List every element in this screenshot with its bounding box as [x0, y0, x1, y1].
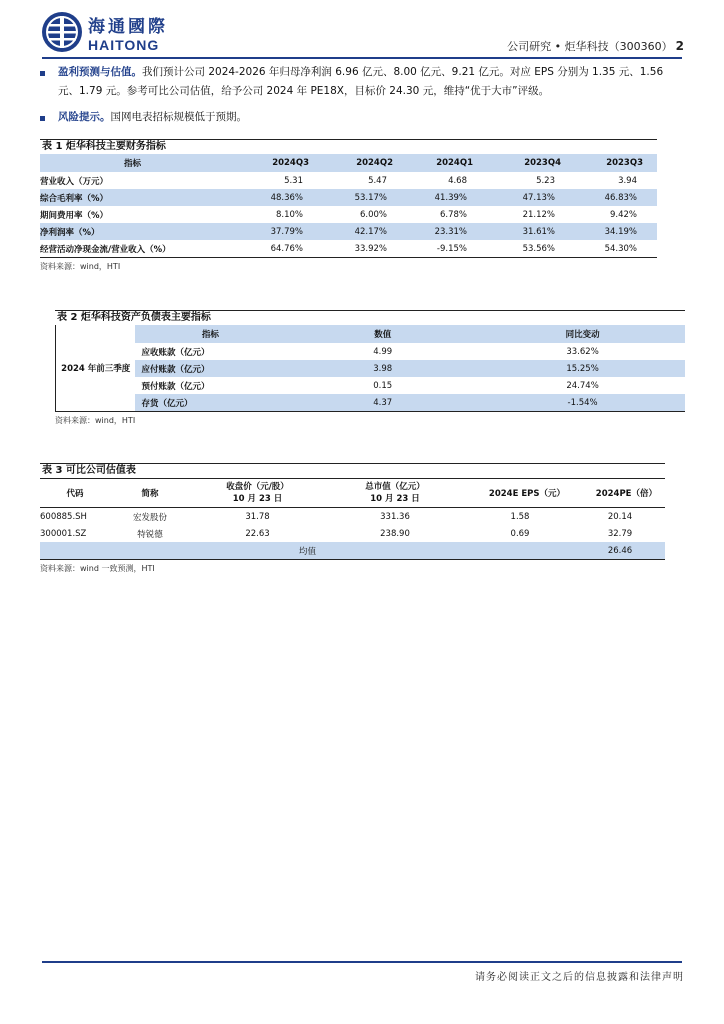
bullet-risk: [40, 108, 685, 127]
header-divider: [42, 57, 682, 59]
table-source: 资料来源：wind，HTI: [55, 416, 136, 425]
row-label: 预付账款（亿元）: [141, 381, 210, 392]
average-row: [40, 542, 665, 560]
bullet-title: 盈利预测与估值。: [58, 66, 142, 78]
report-category: 公司研究 • 炬华科技（300360）: [507, 40, 673, 53]
cell-code: 600885.SH: [40, 511, 87, 522]
average-label: 均值: [40, 542, 575, 560]
cell: 0.15: [373, 380, 393, 391]
cell: 64.76%: [270, 243, 303, 254]
table-row: [56, 394, 686, 412]
brand-name-en: HAITONG: [88, 37, 160, 53]
header-cell-mktcap: [325, 479, 465, 508]
cell: -1.54%: [480, 394, 685, 412]
table-title: 表 2 炬华科技资产负债表主要指标: [55, 310, 685, 325]
cell: 5.31: [284, 175, 303, 186]
table-row: [40, 525, 665, 542]
cell: 4.99: [373, 346, 393, 357]
cell: 53.17%: [325, 189, 405, 206]
cell: 4.37: [285, 394, 480, 412]
footer-disclaimer: 请务必阅读正文之后的信息披露和法律声明: [475, 972, 684, 983]
row-label: 应付账款（亿元）: [135, 360, 285, 377]
table-comparable-valuation: [40, 463, 665, 574]
cell: 41.39%: [405, 189, 493, 206]
summary-bullets: [40, 63, 685, 134]
cell: 31.78: [245, 511, 270, 522]
table-title: 表 3 可比公司估值表: [40, 463, 665, 478]
header-cell: 简称: [141, 489, 159, 499]
cell: 31.61%: [493, 223, 581, 240]
cell: -9.15%: [436, 243, 467, 254]
period-cell: 2024 年前三季度: [56, 325, 136, 412]
header-cell: 数值: [285, 325, 480, 343]
table-header-row: [40, 479, 665, 508]
header-cell: 2023Q3: [581, 154, 657, 172]
table-row: [40, 189, 657, 206]
header-cell: 指标: [40, 154, 225, 172]
table-row: [56, 360, 686, 377]
header-date: 10 月 23 日: [232, 494, 283, 504]
cell: 9.42%: [609, 209, 637, 220]
table-row: [40, 172, 657, 189]
header-date: 10 月 23 日: [370, 494, 420, 504]
cell: 5.23: [536, 175, 555, 186]
header-cell: 2024E EPS（元）: [488, 489, 565, 499]
table-source: 资料来源：wind 一致预测，HTI: [40, 564, 155, 573]
financial-table: [40, 154, 657, 258]
header-cell: 2024Q2: [325, 154, 405, 172]
cell: 5.47: [368, 175, 387, 186]
cell: 0.69: [510, 528, 530, 539]
row-label: 期间费用率（%）: [40, 210, 109, 221]
header-cell: 2024Q1: [405, 154, 493, 172]
cell: 23.31%: [405, 223, 493, 240]
cell: 3.98: [285, 360, 480, 377]
cell: 32.79: [607, 528, 633, 539]
bullet-text: 我们预计公司 2024-2026 年归母净利润 6.96 亿元、8.00 亿元、9.21 亿元。对应 EPS 分别为 1.35 元、1.56 元、1.79 元。参考可比公司估值，给予公司 2024 年 PE18X，目标价 24.30 元，维持“优于大市”评级。: [58, 66, 664, 97]
cell: 53.56%: [522, 243, 555, 254]
cell-name: 特锐德: [137, 529, 163, 540]
cell: 6.78%: [439, 209, 467, 220]
cell: 22.63: [245, 528, 270, 539]
header-cell: 2024Q3: [225, 154, 325, 172]
header-cell: 2024PE（倍）: [595, 489, 657, 499]
table-row: [40, 206, 657, 223]
table-source: 资料来源：wind，HTI: [40, 262, 121, 271]
table-row: [56, 377, 686, 394]
brand-name: [88, 12, 168, 53]
table-header-row: [40, 154, 657, 172]
table-row: [40, 508, 665, 526]
page-header: [507, 38, 684, 54]
average-value: 26.46: [575, 542, 665, 560]
haitong-logo-icon: [40, 10, 84, 58]
cell: 1.58: [510, 511, 530, 522]
header-cell: 代码: [66, 489, 84, 499]
cell: 48.36%: [225, 189, 325, 206]
brand-name-cn: 海通國際: [88, 17, 168, 37]
cell: 21.12%: [522, 209, 555, 220]
row-label: 存货（亿元）: [135, 394, 285, 412]
cell: 46.83%: [581, 189, 657, 206]
cell: 4.68: [448, 175, 467, 186]
bullet-square-icon: [40, 71, 45, 76]
cell: 42.17%: [325, 223, 405, 240]
row-label: 综合毛利率（%）: [40, 189, 225, 206]
row-label: 净利润率（%）: [40, 223, 225, 240]
cell: 34.19%: [581, 223, 657, 240]
cell: 8.10%: [275, 209, 303, 220]
cell: 33.92%: [354, 243, 387, 254]
table-balance-sheet: [55, 310, 685, 426]
bullet-square-icon: [40, 116, 45, 121]
cell: 6.00%: [359, 209, 387, 220]
header-cell: 2023Q4: [493, 154, 581, 172]
header-cell: 指标: [135, 325, 285, 343]
header-line: 收盘价（元/股）: [226, 482, 289, 492]
table-header-row: [56, 325, 686, 343]
cell-code: 300001.SZ: [40, 528, 87, 539]
cell: 20.14: [607, 511, 633, 522]
cell: 47.13%: [493, 189, 581, 206]
cell: 238.90: [380, 528, 410, 539]
cell-name: 宏发股份: [132, 512, 167, 523]
footer-divider: [42, 961, 682, 963]
cell: 15.25%: [480, 360, 685, 377]
header-cell: 同比变动: [480, 325, 685, 343]
row-label: 营业收入（万元）: [40, 176, 109, 187]
bullet-title: 风险提示。: [58, 111, 111, 123]
cell: 33.62%: [566, 346, 599, 357]
table-row: [56, 343, 686, 360]
header-cell-price: [190, 479, 325, 508]
page-number: 2: [675, 39, 684, 53]
table-row: [40, 223, 657, 240]
row-label: 经营活动净现金流/营业收入（%）: [40, 244, 171, 255]
cell: 3.94: [618, 175, 637, 186]
row-label: 应收账款（亿元）: [141, 347, 210, 358]
cell: 37.79%: [225, 223, 325, 240]
cell: 54.30%: [604, 243, 637, 254]
table-financial-indicators: [40, 139, 657, 272]
valuation-table: [40, 478, 665, 560]
bullet-forecast: [40, 63, 685, 101]
table-title: 表 1 炬华科技主要财务指标: [40, 139, 657, 154]
cell: 331.36: [380, 511, 410, 522]
header-line: 总市值（亿元）: [365, 482, 425, 492]
table-row: [40, 240, 657, 258]
bullet-text: 国网电表招标规模低于预期。: [110, 111, 247, 123]
cell: 24.74%: [566, 380, 599, 391]
balance-sheet-table: [55, 325, 685, 412]
